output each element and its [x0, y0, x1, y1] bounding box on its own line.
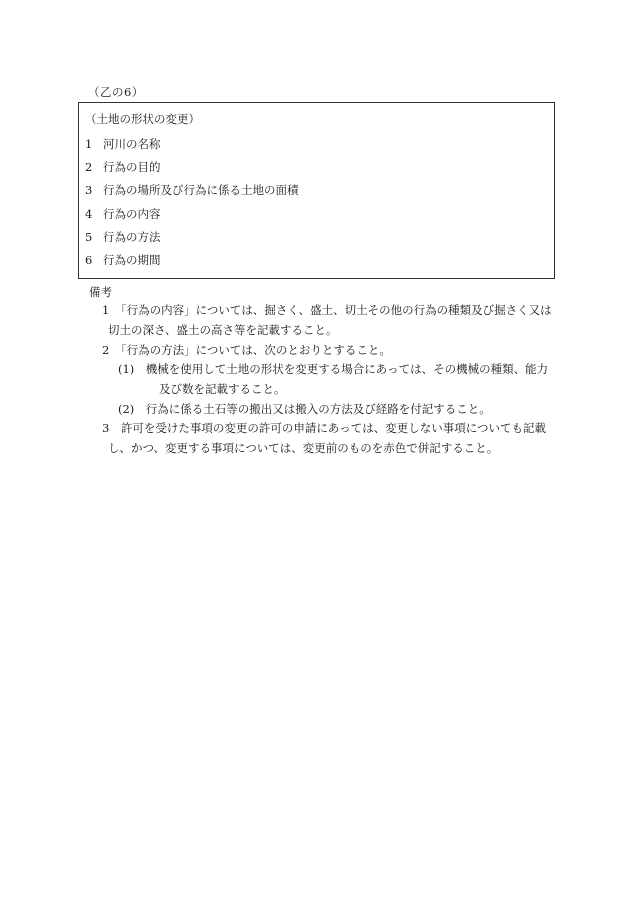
form-item-content: [85, 206, 161, 222]
item-label: 行為の内容: [103, 207, 161, 221]
note-1-line-2: 切土の深さ、盛土の高さ等を記載すること。: [108, 323, 338, 337]
item-number: 5: [85, 230, 93, 244]
note-3-line-2: し、かつ、変更する事項については、変更前のものを赤色で併記すること。: [108, 441, 499, 455]
item-number: 6: [85, 253, 93, 267]
note-1-line-1: 1 「行為の内容」については、掘さく、盛土、切土その他の行為の種類及び掘さく又は: [102, 303, 552, 317]
note-2-line-1: 2 「行為の方法」については、次のとおりとすること。: [102, 343, 391, 357]
item-label: 行為の場所及び行為に係る土地の面積: [103, 183, 299, 197]
item-number: 1: [85, 137, 93, 151]
item-number: 2: [85, 160, 93, 174]
note-2-sub-1-line-1: (1) 機械を使用して土地の形状を変更する場合にあっては、その機械の種類、能力: [118, 362, 549, 376]
form-item-purpose: [85, 159, 161, 175]
form-item-method: [85, 229, 161, 245]
form-item-river-name: [85, 136, 161, 152]
form-number-label: （乙の6）: [88, 85, 144, 99]
notes-title: 備考: [89, 285, 112, 299]
note-2-sub-2-line-1: (2) 行為に係る土石等の搬出又は搬入の方法及び経路を付記すること。: [118, 402, 491, 416]
item-number: 4: [85, 207, 93, 221]
note-3-line-1: 3 許可を受けた事項の変更の許可の申請にあっては、変更しない事項についても記載: [102, 421, 546, 435]
form-item-period: [85, 252, 161, 268]
item-label: 行為の目的: [103, 160, 161, 174]
item-label: 河川の名称: [103, 137, 161, 151]
form-box: [78, 102, 555, 279]
item-number: 3: [85, 183, 93, 197]
item-label: 行為の期間: [103, 253, 161, 267]
item-label: 行為の方法: [103, 230, 161, 244]
box-title: （土地の形状の変更）: [85, 112, 200, 126]
note-2-sub-1-line-2: 及び数を記載すること。: [159, 382, 286, 396]
form-item-location-area: [85, 182, 299, 198]
